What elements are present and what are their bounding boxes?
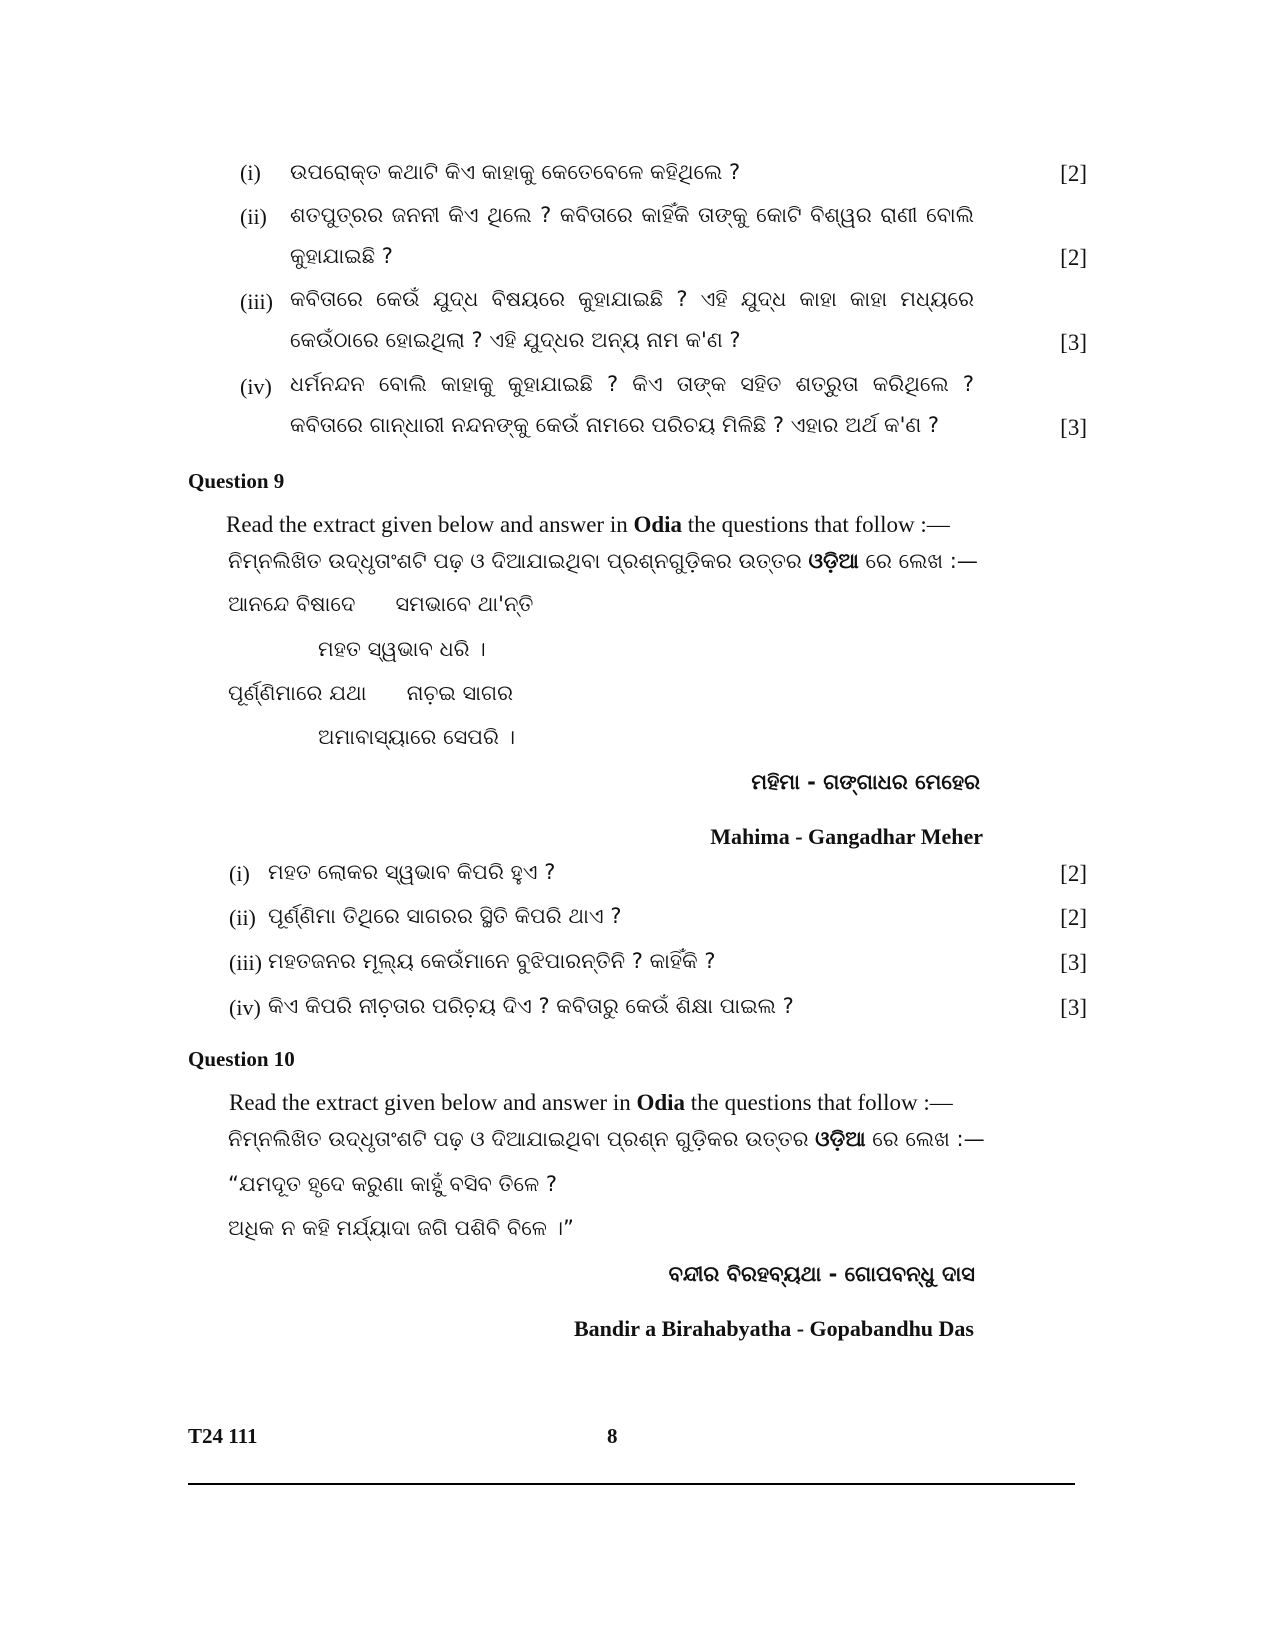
- q10-instruction-od-bold: ଓଡ଼ିଆ: [815, 1127, 866, 1151]
- q8-item-1-text: ଉପରୋକ୍ତ କଥାଟି କିଏ କାହାକୁ କେତେବେଳେ କହିଥିଲେ ?: [290, 160, 741, 184]
- q9-source-english: Mahima - Gangadhar Meher: [710, 824, 983, 849]
- q10-source-english: Bandir a Birahabyatha - Gopabandhu Das: [573, 1316, 974, 1341]
- q8-item-4-text-line1: ଧର୍ମନନ୍ଦନ ବୋଲି କାହାକୁ କୁହାଯାଇଛି ? କିଏ ତାଙ୍କ ସହିତ ଶତ୍ରୁତା କରିଥିଲେ ?: [290, 372, 974, 396]
- q10-instruction-od-pre: ନିମ୍ନଲିଖିତ ଉଦ୍ଧୃତାଂଶଟି ପଢ଼ ଓ ଦିଆଯାଇଥିବା ପ୍ରଶ୍ନ ଗୁଡ଼ିକର ଉତ୍ତର: [228, 1127, 816, 1151]
- q8-item-4-text-line2: କବିତାରେ ଗାନ୍ଧାରୀ ନନ୍ଦନଙ୍କୁ କେଉଁ ନାମରେ ପରିଚୟ ମିଳିଛି ? ଏହାର ଅର୍ଥ କ'ଣ ?: [290, 413, 940, 437]
- q9-instruction-en-bold: Odia: [633, 512, 683, 537]
- q9-poem-line-1: ଆନନ୍ଦେ ବିଷାଦେ ସମଭାବେ ଥା'ନ୍ତି: [228, 592, 534, 616]
- q10-instruction-english: [229, 1090, 953, 1116]
- q8-item-3-number: (iii): [240, 289, 273, 314]
- footer-paper-code: T24 111: [188, 1424, 258, 1448]
- q9-source-odia: ମହିମା - ଗଙ୍ଗାଧର ମେହେର: [751, 770, 980, 794]
- q9-item-4-marks: [3]: [1060, 995, 1087, 1020]
- q9-poem-line-2: ମହତ ସ୍ୱଭାବ ଧରି ।: [318, 637, 486, 661]
- q10-instruction-en-post: the questions that follow :—: [685, 1090, 953, 1115]
- question-9-heading: Question 9: [188, 469, 285, 493]
- q8-item-3-text-line2: କେଉଁଠାରେ ହୋଇଥିଲା ? ଏହି ଯୁଦ୍ଧର ଅନ୍ୟ ନାମ କ'ଣ ?: [290, 328, 741, 352]
- q9-item-1-marks: [2]: [1060, 861, 1087, 886]
- q8-item-2-marks: [2]: [1060, 245, 1087, 270]
- q8-item-4-marks: [3]: [1060, 415, 1087, 440]
- q8-item-1-marks: [2]: [1060, 161, 1087, 186]
- q9-item-3-number: (iii): [229, 950, 262, 975]
- q9-instruction-od-bold: ଓଡ଼ିଆ: [808, 549, 859, 573]
- q8-item-2-text-line1: ଶତପୁତ୍ରର ଜନନୀ କିଏ ଥିଲେ ? କବିତାରେ କାହିଁକି ତାଙ୍କୁ କୋଟି ବିଶ୍ୱର ରାଣୀ ବୋଲି: [290, 203, 974, 227]
- q10-source-odia: ବନ୍ଦୀର ବିରହବ୍ୟଥା - ଗୋପବନ୍ଧୁ ଦାସ: [668, 1262, 975, 1286]
- q9-item-2-number: (ii): [229, 905, 256, 930]
- q9-item-2-text: ପୂର୍ଣ୍ଣିମା ତିଥିରେ ସାଗରର ସ୍ଥିତି କିପରି ଥାଏ ?: [268, 904, 622, 928]
- q9-poem-line-3: ପୂର୍ଣ୍ଣିମାରେ ଯଥା ନାଚ଼ଇ ସାଗର: [228, 681, 514, 705]
- q9-item-4-number: (iv): [229, 995, 261, 1020]
- q8-item-4-number: (iv): [240, 374, 272, 399]
- q9-item-4-text: କିଏ କିପରି ନୀଚ଼ତାର ପରିଚ଼ୟ ଦିଏ ? କବିତାରୁ କେଉଁ ଶିକ୍ଷା ପାଇଲ ?: [268, 994, 794, 1018]
- q9-item-1-number: (i): [229, 861, 250, 886]
- q9-instruction-od-pre: ନିମ୍ନଲିଖିତ ଉଦ୍ଧୃତାଂଶଟି ପଢ଼ ଓ ଦିଆଯାଇଥିବା ପ୍ରଶ୍ନଗୁଡ଼ିକର ଉତ୍ତର: [228, 549, 809, 573]
- q10-instruction-od-post: ରେ ଲେଖ :—: [865, 1127, 985, 1151]
- q10-poem-line-2: ଅଧିକ ନ କହି ମର୍ଯ୍ୟାଦା ଜଗି ପଶିବି ବିଳେ ।”: [228, 1216, 574, 1240]
- footer-page-number: 8: [607, 1424, 618, 1448]
- q9-item-3-marks: [3]: [1060, 950, 1087, 975]
- question-10-heading: Question 10: [188, 1047, 295, 1071]
- q10-instruction-en-bold: Odia: [636, 1090, 686, 1115]
- q8-item-1-number: (i): [240, 160, 261, 185]
- q10-instruction-en-pre: Read the extract given below and answer in: [229, 1090, 637, 1115]
- q9-instruction-od-post: ରେ ଲେଖ :—: [858, 549, 978, 573]
- q8-item-2-number: (ii): [240, 204, 267, 229]
- q10-poem-line-1: “ଯମଦୂତ ହୃଦେ କରୁଣା କାହୁଁ ବସିବ ତିଳେ ?: [228, 1172, 558, 1196]
- q9-instruction-en-post: the questions that follow :—: [682, 512, 950, 537]
- q9-item-1-text: ମହତ ଲୋକର ସ୍ୱଭାବ କିପରି ହୁଏ ?: [268, 860, 556, 884]
- footer-divider: [188, 1483, 1075, 1485]
- q8-item-2-text-line2: କୁହାଯାଇଛି ?: [290, 244, 393, 268]
- q9-item-2-marks: [2]: [1060, 905, 1087, 930]
- q10-instruction-odia: [228, 1127, 985, 1152]
- q9-instruction-en-pre: Read the extract given below and answer in: [226, 512, 634, 537]
- q9-instruction-english: [226, 512, 950, 538]
- q9-poem-line-4: ଅମାବାସ୍ୟାରେ ସେପରି ।: [318, 725, 516, 749]
- q9-instruction-odia: [228, 549, 978, 574]
- q9-item-3-text: ମହତଜନର ମୂଲ୍ୟ କେଉଁମାନେ ବୁଝିପାରନ୍ତିନି ? କାହିଁକି ?: [268, 949, 716, 973]
- q8-item-3-text-line1: କବିତାରେ କେଉଁ ଯୁଦ୍ଧ ବିଷୟରେ କୁହାଯାଇଛି ? ଏହି ଯୁଦ୍ଧ କାହା କାହା ମଧ୍ୟରେ: [290, 287, 974, 311]
- q8-item-3-marks: [3]: [1060, 330, 1087, 355]
